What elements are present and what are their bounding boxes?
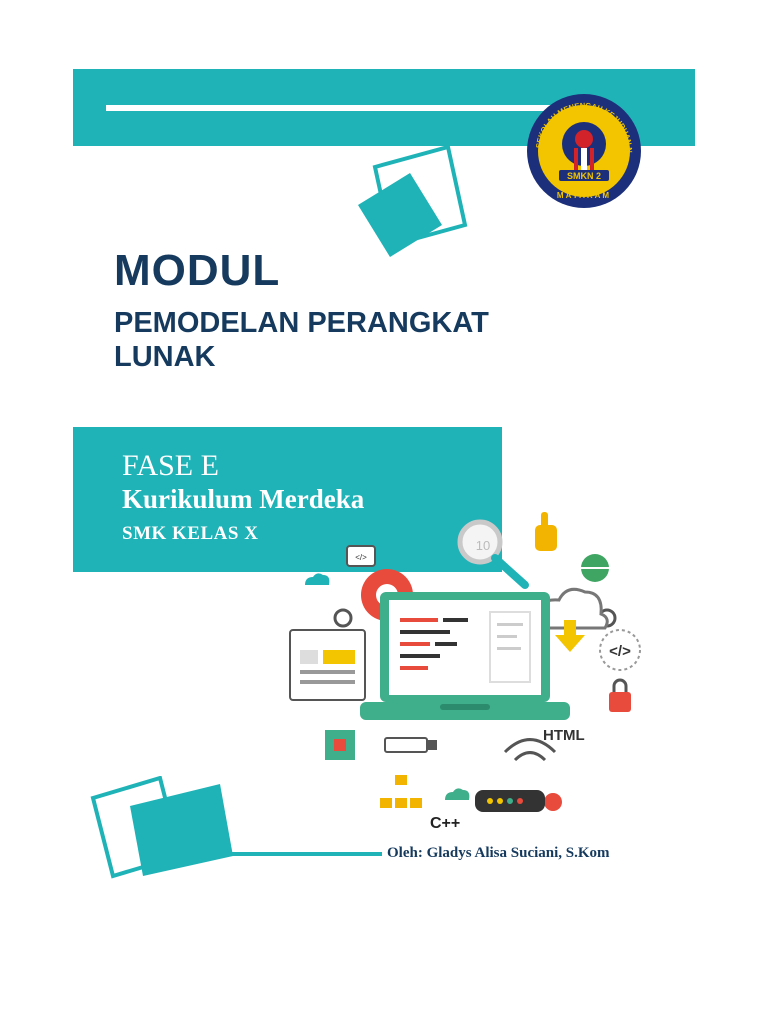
decorative-squares-top bbox=[350, 145, 490, 275]
gear-icon bbox=[544, 793, 562, 811]
top-white-line bbox=[106, 105, 556, 111]
cloud-icon bbox=[445, 788, 469, 800]
kurikulum-label: Kurikulum Merdeka bbox=[122, 484, 365, 514]
logo-school-text: SMKN 2 bbox=[566, 171, 602, 181]
module-subtitle: PEMODELAN PERANGKAT LUNAK bbox=[114, 307, 489, 373]
cloud-icon bbox=[305, 573, 329, 585]
logo-city-text: MATARAM bbox=[556, 191, 612, 200]
decorative-squares-bottom bbox=[88, 776, 238, 886]
kelas-label: SMK KELAS X bbox=[122, 523, 259, 544]
lock-icon bbox=[609, 692, 631, 712]
download-arrow-icon bbox=[555, 635, 585, 652]
fase-label: FASE E bbox=[122, 449, 219, 482]
html-label: HTML bbox=[543, 727, 585, 744]
flowchart-icon bbox=[395, 775, 407, 785]
technology-illustration bbox=[285, 490, 660, 835]
module-title: MODUL bbox=[114, 246, 281, 295]
svg-text:10: 10 bbox=[475, 538, 491, 553]
school-logo bbox=[525, 92, 643, 210]
cpp-label: C++ bbox=[430, 815, 461, 832]
usb-icon bbox=[385, 738, 427, 752]
gear-icon bbox=[335, 610, 351, 626]
author-credit: Oleh: Gladys Alisa Suciani, S.Kom bbox=[387, 845, 610, 861]
logo-ring-text: SEKOLAH MENENGAH KEJURUAN N bbox=[534, 100, 635, 153]
author-line bbox=[230, 852, 382, 856]
svg-text:</>: </> bbox=[355, 553, 367, 562]
browser-window-icon bbox=[290, 630, 365, 700]
code-tag-icon: </> bbox=[609, 643, 631, 660]
